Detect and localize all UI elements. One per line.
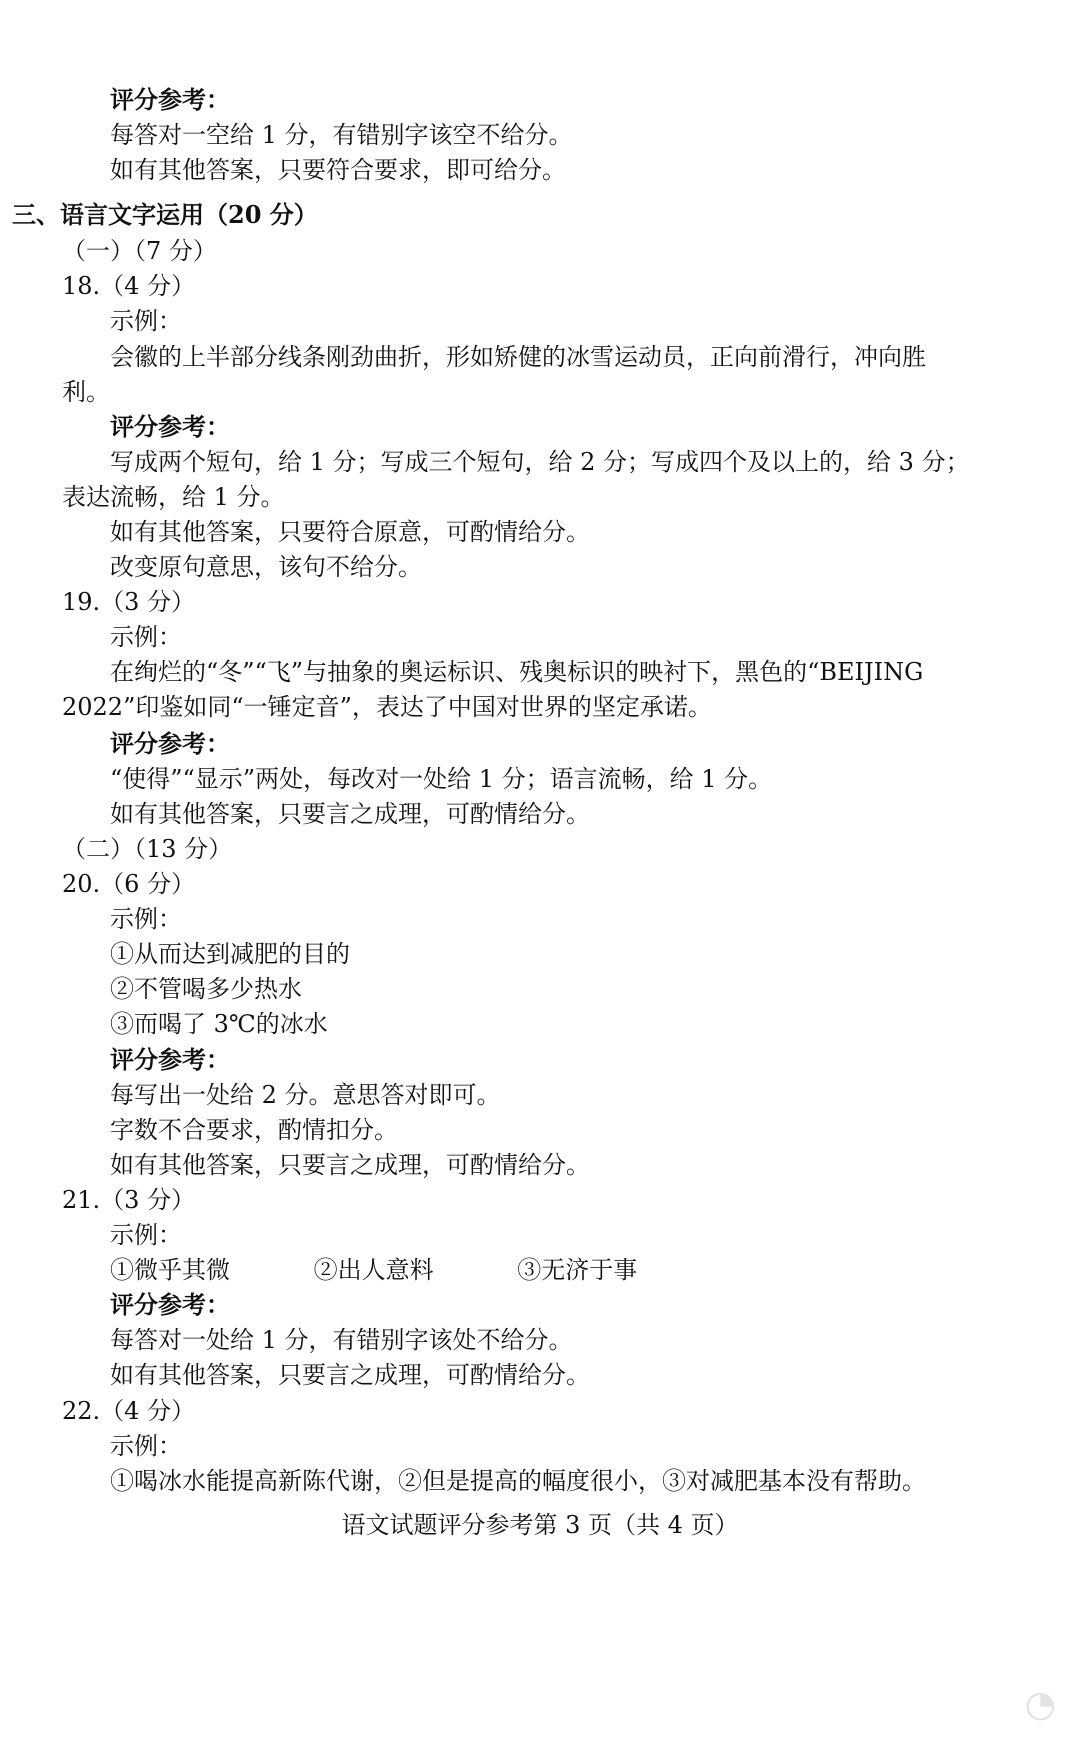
question-number: 22.（4 分） [62, 1397, 196, 1425]
text-line: 如有其他答案，只要言之成理，可酌情给分。 [110, 1361, 590, 1389]
scoring-heading: 评分参考： [110, 1045, 230, 1074]
page-footer: 语文试题评分参考第 3 页（共 4 页） [341, 1511, 739, 1539]
subsection-heading: （一）（7 分） [62, 237, 217, 265]
question-number: 18.（4 分） [62, 272, 196, 300]
text-line: 表达流畅，给 1 分。 [62, 483, 285, 511]
answer-item: ②出人意料 [313, 1256, 434, 1284]
text-line: 每写出一处给 2 分。意思答对即可。 [110, 1081, 501, 1109]
text-line: 写成两个短句，给 1 分；写成三个短句，给 2 分；写成四个及以上的，给 3 分； [110, 448, 970, 476]
text-line: “使得”“显示”两处，每改对一处给 1 分；语言流畅，给 1 分。 [110, 765, 773, 793]
example-label: 示例： [110, 1221, 182, 1249]
question-number: 19.（3 分） [62, 588, 196, 616]
text-line: 每答对一空给 1 分，有错别字该空不给分。 [110, 121, 573, 149]
text-line: 利。 [62, 378, 110, 406]
answer-line: ②不管喝多少热水 [110, 975, 302, 1003]
text-line: 会徽的上半部分线条刚劲曲折，形如矫健的冰雪运动员，正向前滑行，冲向胜 [110, 343, 926, 371]
question-number: 21.（3 分） [62, 1186, 196, 1214]
answer-line: ①从而达到减肥的目的 [110, 940, 350, 968]
text-line: 如有其他答案，只要符合原意，可酌情给分。 [110, 518, 590, 546]
example-label: 示例： [110, 1432, 182, 1460]
example-label: 示例： [110, 905, 182, 933]
answer-line: ③而喝了 3℃的冰水 [110, 1010, 328, 1038]
text-line: 如有其他答案，只要言之成理，可酌情给分。 [110, 800, 590, 828]
text-line: 在绚烂的“冬”“飞”与抽象的奥运标识、残奥标识的映衬下，黑色的“BEIJING [110, 658, 924, 686]
scoring-heading: 评分参考： [110, 85, 230, 114]
answer-item: ③无济于事 [517, 1256, 638, 1284]
watermark-icon: ◔ [1024, 1684, 1056, 1725]
example-label: 示例： [110, 623, 182, 651]
subsection-heading: （二）（13 分） [62, 835, 233, 863]
scoring-heading: 评分参考： [110, 412, 230, 441]
text-line: 2022”印鉴如同“一锤定音”，表达了中国对世界的坚定承诺。 [62, 693, 712, 721]
question-number: 20.（6 分） [62, 870, 196, 898]
example-label: 示例： [110, 307, 182, 335]
scoring-heading: 评分参考： [110, 1290, 230, 1319]
section-heading: 三、语言文字运用（20 分） [12, 200, 318, 229]
text-line: 如有其他答案，只要符合要求，即可给分。 [110, 156, 566, 184]
scoring-heading: 评分参考： [110, 729, 230, 758]
watermark-logo [902, 1684, 1062, 1746]
answer-item: ①微乎其微 [110, 1256, 230, 1284]
text-line: 每答对一处给 1 分，有错别字该处不给分。 [110, 1326, 573, 1354]
text-line: 如有其他答案，只要言之成理，可酌情给分。 [110, 1151, 590, 1179]
text-line: 字数不合要求，酌情扣分。 [110, 1116, 398, 1144]
text-line: 改变原句意思，该句不给分。 [110, 553, 422, 581]
answer-line: ①喝冰水能提高新陈代谢，②但是提高的幅度很小，③对减肥基本没有帮助。 [110, 1467, 926, 1495]
answer-row [110, 1255, 637, 1285]
